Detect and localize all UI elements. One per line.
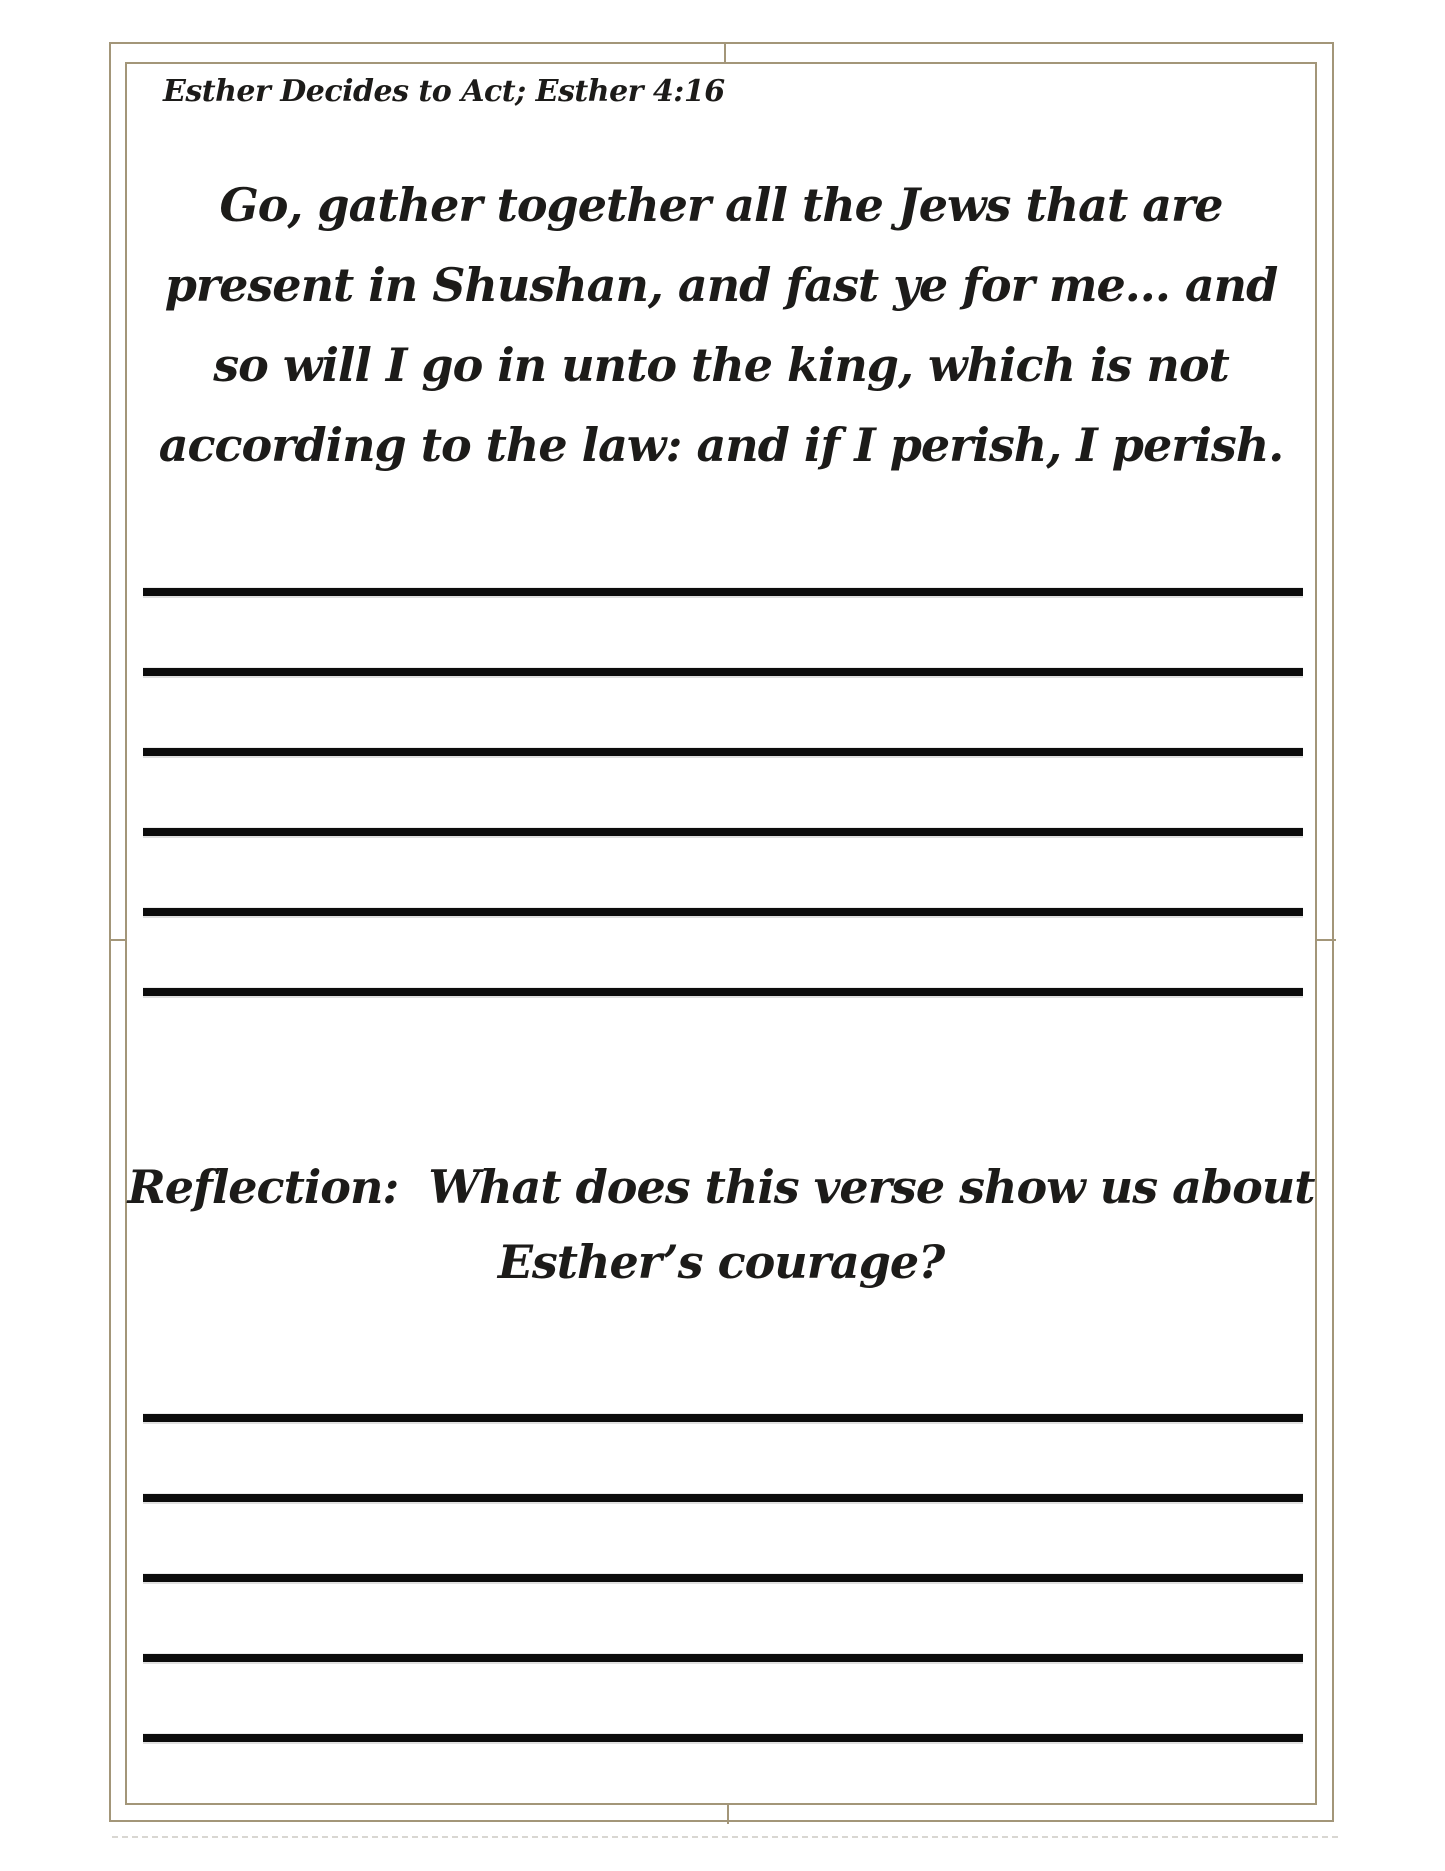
- reflection-line-1: Reflection: What does this verse show us about: [127, 1160, 1315, 1214]
- writing-line: [143, 1494, 1303, 1502]
- verse-line-3: so will I go in unto the king, which is not: [213, 338, 1229, 392]
- verse-text: [125, 165, 1317, 485]
- frame-seam-top: [724, 42, 726, 64]
- writing-line: [143, 828, 1303, 836]
- writing-line: [143, 988, 1303, 996]
- writing-line: [143, 588, 1303, 596]
- frame-seam-right: [1317, 939, 1336, 941]
- verse-line-2: present in Shushan, and fast ye for me... and: [164, 258, 1278, 312]
- frame-seam-left: [109, 939, 127, 941]
- writing-line: [143, 748, 1303, 756]
- verse-line-4: according to the law: and if I perish, I perish.: [158, 418, 1284, 472]
- writing-line: [143, 1574, 1303, 1582]
- writing-line: [143, 1654, 1303, 1662]
- answer-lines-top: [143, 588, 1303, 996]
- reflection-line-2: Esther’s courage?: [497, 1235, 945, 1289]
- answer-lines-bottom: [143, 1414, 1303, 1742]
- writing-line: [143, 1414, 1303, 1422]
- writing-line: [143, 668, 1303, 676]
- verse-line-1: Go, gather together all the Jews that are: [219, 178, 1223, 232]
- writing-line: [143, 1734, 1303, 1742]
- reflection-prompt: [125, 1150, 1317, 1300]
- scan-artifact-dashes: [112, 1836, 1338, 1838]
- page-title: Esther Decides to Act; Esther 4:16: [163, 74, 725, 109]
- frame-seam-bottom: [727, 1805, 729, 1824]
- writing-line: [143, 908, 1303, 916]
